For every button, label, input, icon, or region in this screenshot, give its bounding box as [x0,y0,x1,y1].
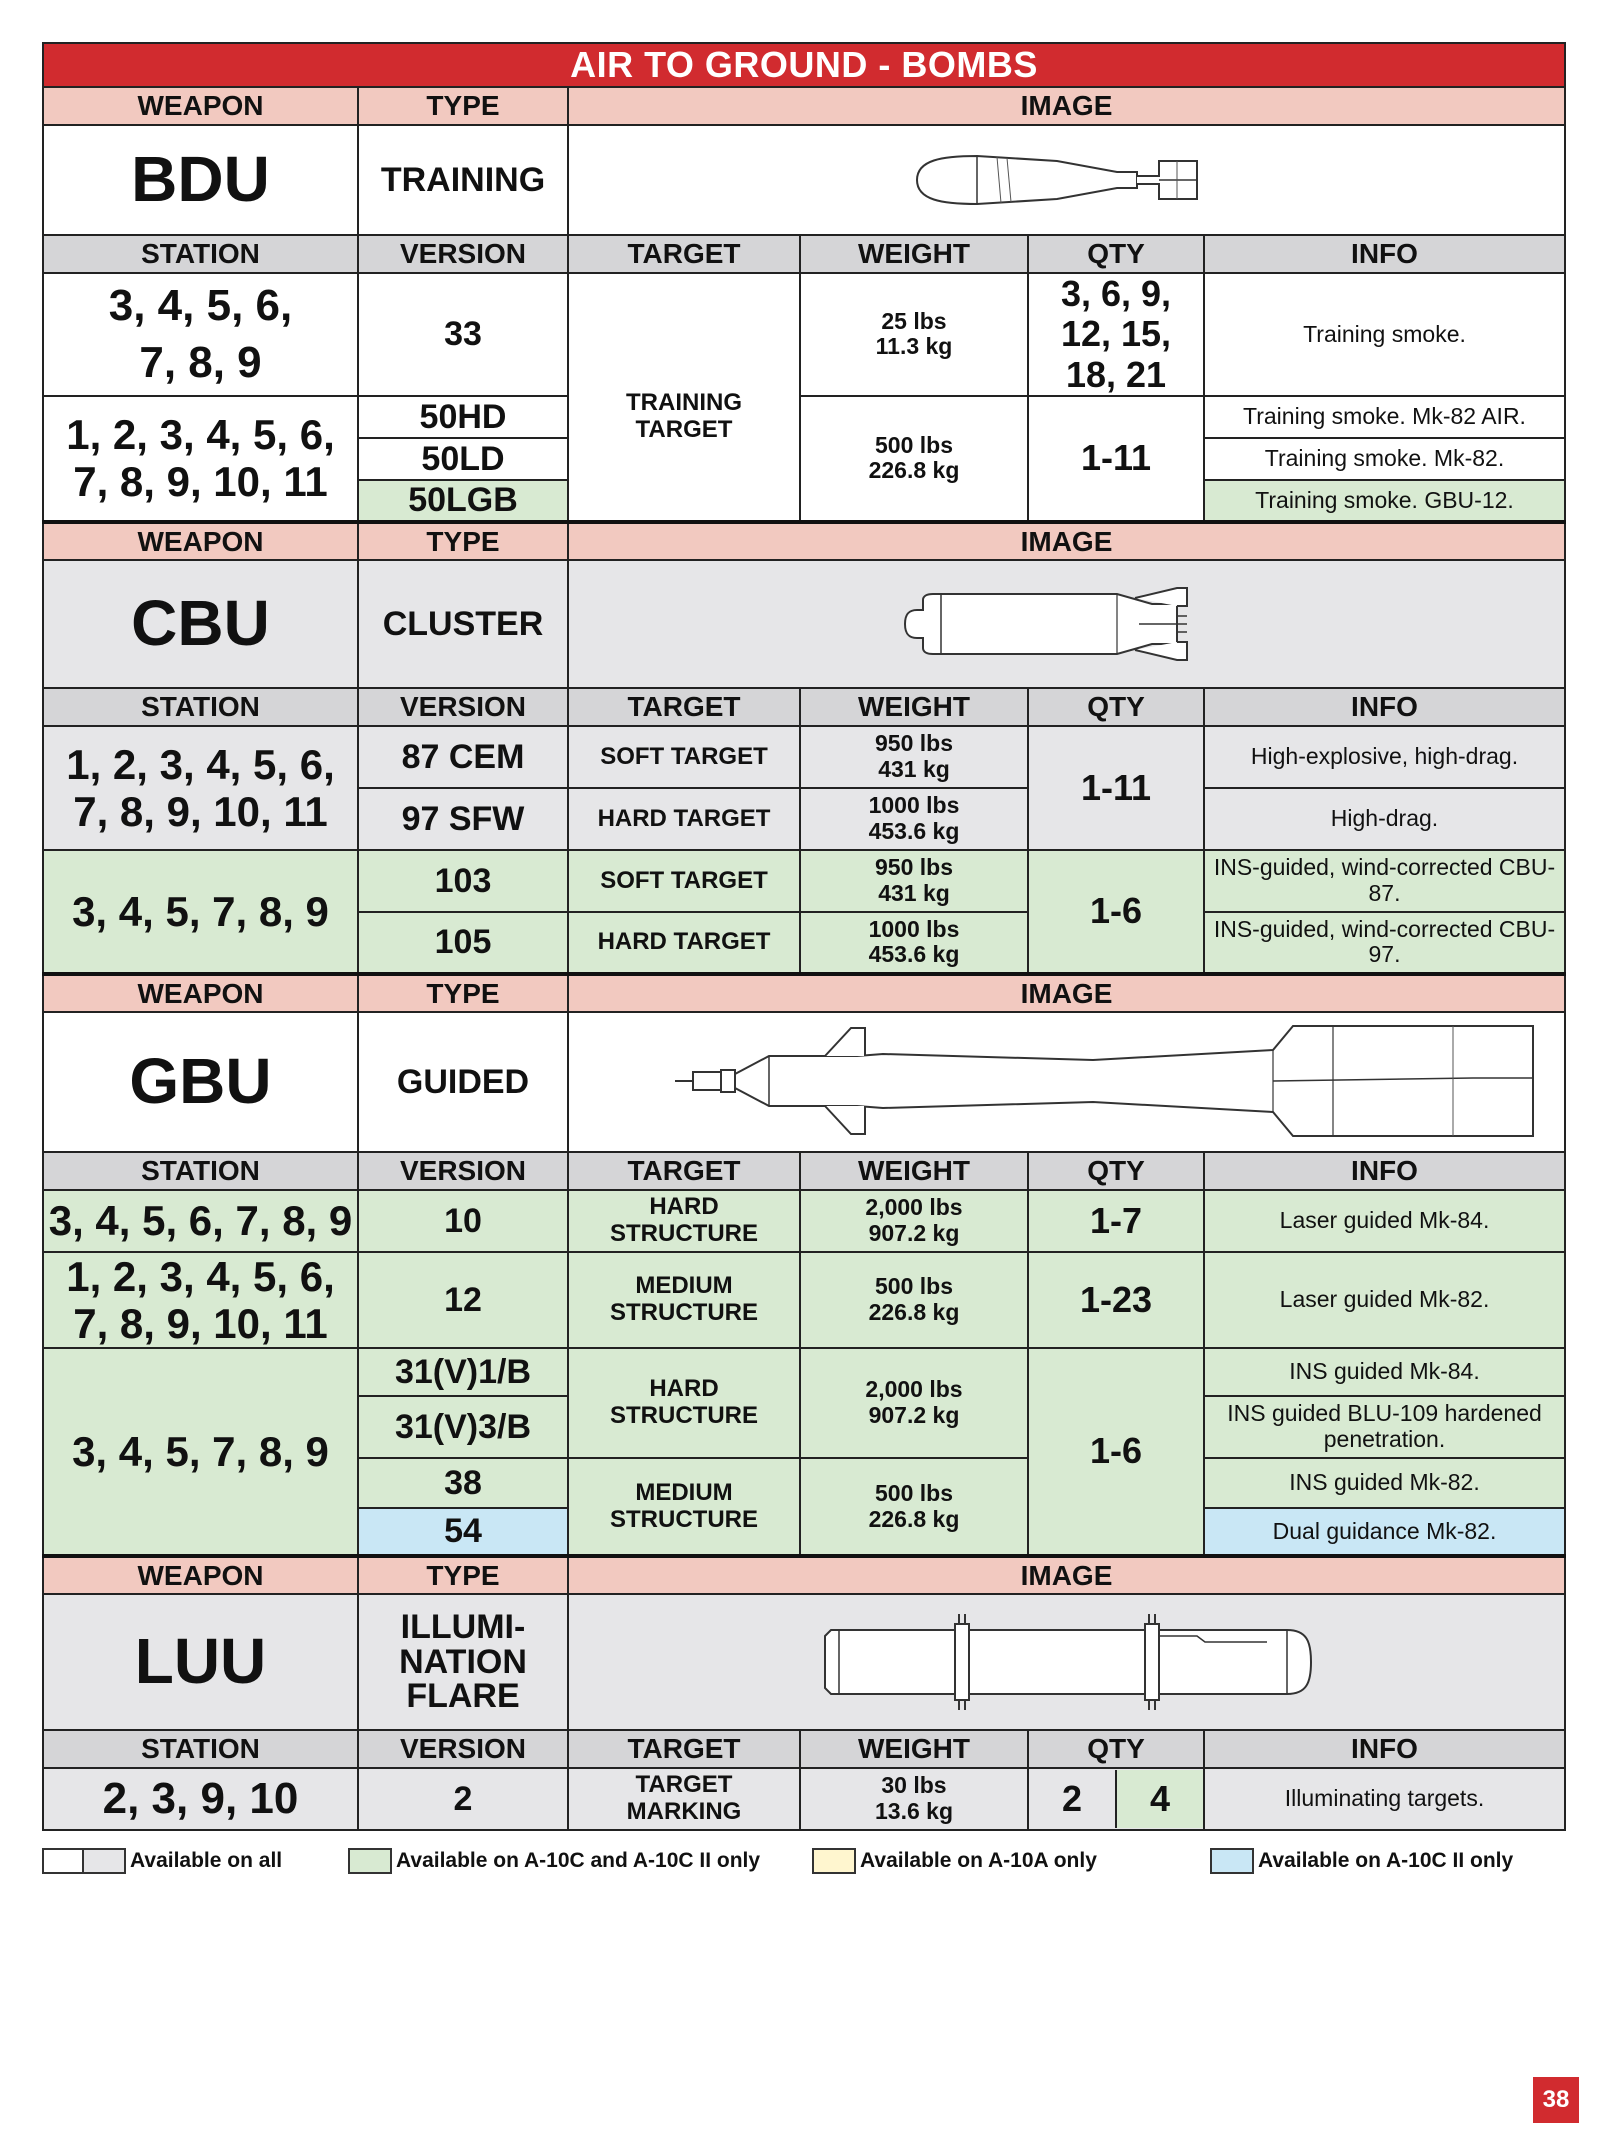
weapon-header: WEAPON [43,1556,358,1594]
bdu-subheader-row [43,235,1565,273]
target-cell: TRAINING TARGET [568,273,800,522]
info-cell: INS guided BLU-109 hardened penetration. [1204,1396,1565,1458]
target-cell: HARD STRUCTURE [568,1190,800,1252]
version-cell: 87 CEM [358,726,568,788]
info-cell: Laser guided Mk-82. [1204,1252,1565,1348]
info-cell: Training smoke. Mk-82. [1204,438,1565,480]
qty-cell: 1-11 [1028,396,1204,522]
info-cell: Training smoke. Mk-82 AIR. [1204,396,1565,438]
version-cell: 50LD [358,438,568,480]
weight-cell: 950 lbs 431 kg [800,726,1028,788]
weight-cell: 950 lbs 431 kg [800,850,1028,912]
weight-header: WEIGHT [800,1152,1028,1190]
table-title: AIR TO GROUND - BOMBS [43,43,1565,87]
info-cell: INS guided Mk-84. [1204,1348,1565,1396]
page-number: 38 [1533,2077,1579,2123]
gbu-bomb-icon [573,1014,1569,1150]
legend [42,1848,1582,1878]
weapon-header-row [43,1556,1565,1594]
target-cell: TARGET MARKING [568,1768,800,1830]
version-cell: 54 [358,1508,568,1556]
type-header: TYPE [358,974,568,1012]
weapon-gbu: GBU [43,1012,358,1152]
info-header: INFO [1204,235,1565,273]
legend-all-label: Available on all [130,1849,283,1872]
qty-header: QTY [1028,1152,1204,1190]
info-cell: INS-guided, wind-corrected CBU-87. [1204,850,1565,912]
version-cell: 50LGB [358,480,568,522]
weapon-header: WEAPON [43,87,358,125]
target-header: TARGET [568,688,800,726]
qty-header: QTY [1028,1730,1204,1768]
weight-cell: 500 lbs 226.8 kg [800,396,1028,522]
info-cell: INS-guided, wind-corrected CBU-97. [1204,912,1565,974]
version-cell: 105 [358,912,568,974]
station-cell: 3, 4, 5, 7, 8, 9 [43,850,358,974]
weight-header: WEIGHT [800,688,1028,726]
type-header: TYPE [358,87,568,125]
version-cell: 2 [358,1768,568,1830]
qty-cell: 1-6 [1028,1348,1204,1556]
version-header: VERSION [358,688,568,726]
type-cluster: CLUSTER [358,560,568,688]
bdu-bomb-icon [897,145,1237,215]
version-cell: 10 [358,1190,568,1252]
gbu-subheader-row [43,1152,1565,1190]
legend-a10c2-label: Available on A-10C II only [1258,1849,1514,1872]
image-header: IMAGE [568,974,1565,1012]
info-cell: High-drag. [1204,788,1565,850]
info-cell: High-explosive, high-drag. [1204,726,1565,788]
target-cell: HARD TARGET [568,788,800,850]
table-row [43,396,1565,438]
station-cell: 1, 2, 3, 4, 5, 6, 7, 8, 9, 10, 11 [43,396,358,522]
weight-cell: 30 lbs 13.6 kg [800,1768,1028,1830]
version-header: VERSION [358,235,568,273]
target-header: TARGET [568,1730,800,1768]
luu-subheader-row [43,1730,1565,1768]
legend-swatch-yellow [812,1848,856,1874]
gbu-image [568,1012,1565,1152]
version-cell: 103 [358,850,568,912]
version-cell: 31(V)1/B [358,1348,568,1396]
legend-swatch-white [42,1848,84,1874]
weight-cell: 1000 lbs 453.6 kg [800,912,1028,974]
target-cell: SOFT TARGET [568,850,800,912]
info-header: INFO [1204,1152,1565,1190]
type-training: TRAINING [358,125,568,235]
target-cell: HARD STRUCTURE [568,1348,800,1458]
luu-flare-icon [797,1602,1337,1722]
bombs-table [42,42,1566,1831]
target-cell: MEDIUM STRUCTURE [568,1252,800,1348]
station-cell: 3, 4, 5, 7, 8, 9 [43,1348,358,1556]
table-row [43,726,1565,788]
version-header: VERSION [358,1152,568,1190]
type-header: TYPE [358,1556,568,1594]
station-cell: 2, 3, 9, 10 [43,1768,358,1830]
image-header: IMAGE [568,522,1565,560]
qty-cell: 3, 6, 9, 12, 15, 18, 21 [1028,273,1204,396]
version-cell: 12 [358,1252,568,1348]
qty-cell [1028,1768,1204,1830]
type-illumination-flare: ILLUMI- NATION FLARE [358,1594,568,1730]
legend-a10c2 [1210,1848,1513,1874]
target-cell: HARD TARGET [568,912,800,974]
legend-all [42,1848,282,1874]
info-header: INFO [1204,688,1565,726]
cbu-image [568,560,1565,688]
station-header: STATION [43,1730,358,1768]
luu-image [568,1594,1565,1730]
legend-swatch-grey [84,1848,126,1874]
qty-cell: 1-6 [1028,850,1204,974]
weight-cell: 2,000 lbs 907.2 kg [800,1348,1028,1458]
legend-a10a-label: Available on A-10A only [860,1849,1097,1872]
target-cell: MEDIUM STRUCTURE [568,1458,800,1556]
table-row [43,1348,1565,1396]
weight-cell: 500 lbs 226.8 kg [800,1458,1028,1556]
weapon-cbu: CBU [43,560,358,688]
version-cell: 33 [358,273,568,396]
weight-header: WEIGHT [800,235,1028,273]
station-header: STATION [43,688,358,726]
table-row [43,850,1565,912]
legend-swatch-blue [1210,1848,1254,1874]
info-cell: INS guided Mk-82. [1204,1458,1565,1508]
info-cell: Dual guidance Mk-82. [1204,1508,1565,1556]
station-cell: 1, 2, 3, 4, 5, 6, 7, 8, 9, 10, 11 [43,1252,358,1348]
version-cell: 31(V)3/B [358,1396,568,1458]
weapon-header: WEAPON [43,522,358,560]
info-cell: Laser guided Mk-84. [1204,1190,1565,1252]
qty-cell: 1-23 [1028,1252,1204,1348]
legend-a10c [348,1848,760,1874]
station-header: STATION [43,1152,358,1190]
qty-value-all: 2 [1029,1770,1117,1828]
type-guided: GUIDED [358,1012,568,1152]
target-header: TARGET [568,1152,800,1190]
weapon-header: WEAPON [43,974,358,1012]
legend-a10a [812,1848,1097,1874]
cbu-subheader-row [43,688,1565,726]
qty-cell: 1-7 [1028,1190,1204,1252]
table-row [43,1190,1565,1252]
table-row [43,273,1565,396]
weapon-header-row [43,87,1565,125]
weight-cell: 1000 lbs 453.6 kg [800,788,1028,850]
version-cell: 38 [358,1458,568,1508]
station-cell: 3, 4, 5, 6, 7, 8, 9 [43,1190,358,1252]
weight-cell: 25 lbs 11.3 kg [800,273,1028,396]
station-cell: 3, 4, 5, 6, 7, 8, 9 [43,273,358,396]
table-row [43,1252,1565,1348]
weapon-luu: LUU [43,1594,358,1730]
cbu-bomb-icon [877,574,1257,674]
qty-header: QTY [1028,688,1204,726]
qty-value-a10c: 4 [1117,1770,1203,1828]
image-header: IMAGE [568,87,1565,125]
qty-cell: 1-11 [1028,726,1204,850]
weapon-header-row [43,974,1565,1012]
image-header: IMAGE [568,1556,1565,1594]
table-row [43,1768,1565,1830]
info-cell: Training smoke. [1204,273,1565,396]
weight-cell: 2,000 lbs 907.2 kg [800,1190,1028,1252]
version-header: VERSION [358,1730,568,1768]
weapon-bdu: BDU [43,125,358,235]
target-header: TARGET [568,235,800,273]
weight-header: WEIGHT [800,1730,1028,1768]
station-header: STATION [43,235,358,273]
weapon-header-row [43,522,1565,560]
bdu-image [568,125,1565,235]
version-cell: 97 SFW [358,788,568,850]
target-cell: SOFT TARGET [568,726,800,788]
type-header: TYPE [358,522,568,560]
legend-swatch-green [348,1848,392,1874]
qty-header: QTY [1028,235,1204,273]
info-cell: Illuminating targets. [1204,1768,1565,1830]
legend-a10c-label: Available on A-10C and A-10C II only [396,1849,761,1872]
version-cell: 50HD [358,396,568,438]
station-cell: 1, 2, 3, 4, 5, 6, 7, 8, 9, 10, 11 [43,726,358,850]
weight-cell: 500 lbs 226.8 kg [800,1252,1028,1348]
info-header: INFO [1204,1730,1565,1768]
info-cell: Training smoke. GBU-12. [1204,480,1565,522]
